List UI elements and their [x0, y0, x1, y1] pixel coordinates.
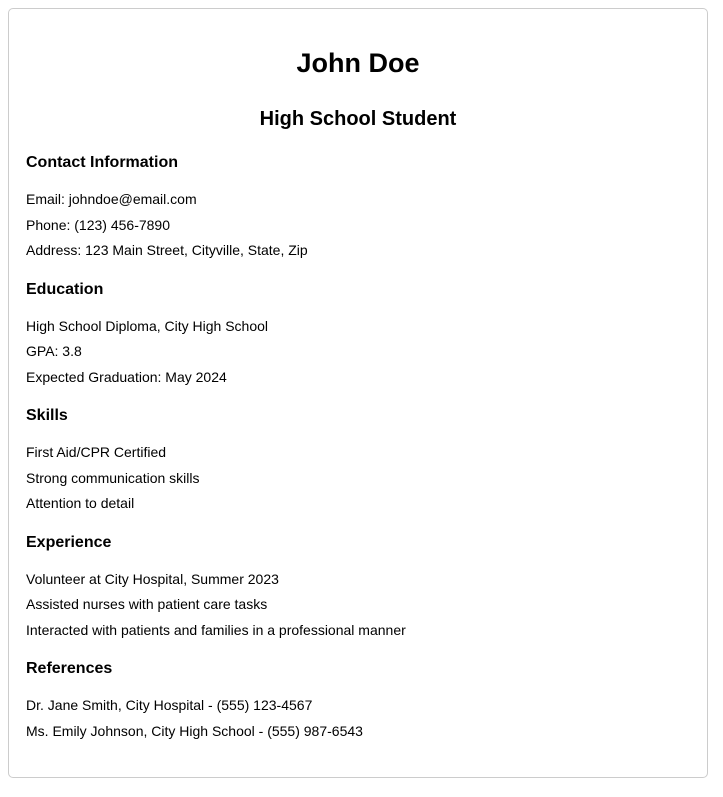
- resume-title: High School Student: [259, 108, 457, 130]
- resume-sections: [26, 151, 690, 744]
- section-education: [26, 278, 690, 391]
- list-item: First Aid/CPR Certified: [26, 444, 167, 460]
- experience-list: [26, 567, 690, 644]
- list-item: Strong communication skills: [26, 469, 200, 486]
- list-item: Attention to detail: [26, 495, 135, 511]
- section-heading-contact: Contact Information: [26, 154, 178, 171]
- list-item: Dr. Jane Smith, City Hospital - (555) 123-4567: [26, 697, 313, 713]
- section-references: [26, 657, 690, 744]
- skills-list: [26, 440, 690, 517]
- resume-card: [8, 8, 708, 778]
- contact-email: Email: johndoe@email.com: [26, 191, 197, 207]
- section-heading-skills: Skills: [26, 407, 68, 424]
- section-heading-education: Education: [26, 280, 104, 298]
- list-item: Expected Graduation: May 2024: [26, 368, 227, 385]
- list-item: Assisted nurses with patient care tasks: [26, 596, 268, 612]
- section-heading-experience: Experience: [26, 533, 112, 551]
- resume-name: John Doe: [296, 48, 420, 78]
- list-item: Ms. Emily Johnson, City High School - (555) 987-6543: [26, 722, 363, 739]
- section-heading-references: References: [26, 660, 113, 677]
- list-item: GPA: 3.8: [26, 343, 82, 359]
- list-item: High School Diploma, City High School: [26, 317, 268, 334]
- references-list: [26, 693, 690, 744]
- contact-list: [26, 187, 690, 264]
- list-item: Interacted with patients and families in a professional manner: [26, 621, 406, 638]
- education-list: [26, 314, 690, 391]
- section-skills: [26, 404, 690, 517]
- contact-address: Address: 123 Main Street, Cityville, State, Zip: [26, 242, 308, 258]
- list-item: Volunteer at City Hospital, Summer 2023: [26, 570, 279, 587]
- section-contact: [26, 151, 690, 264]
- contact-phone: Phone: (123) 456-7890: [26, 216, 170, 233]
- section-experience: [26, 531, 690, 644]
